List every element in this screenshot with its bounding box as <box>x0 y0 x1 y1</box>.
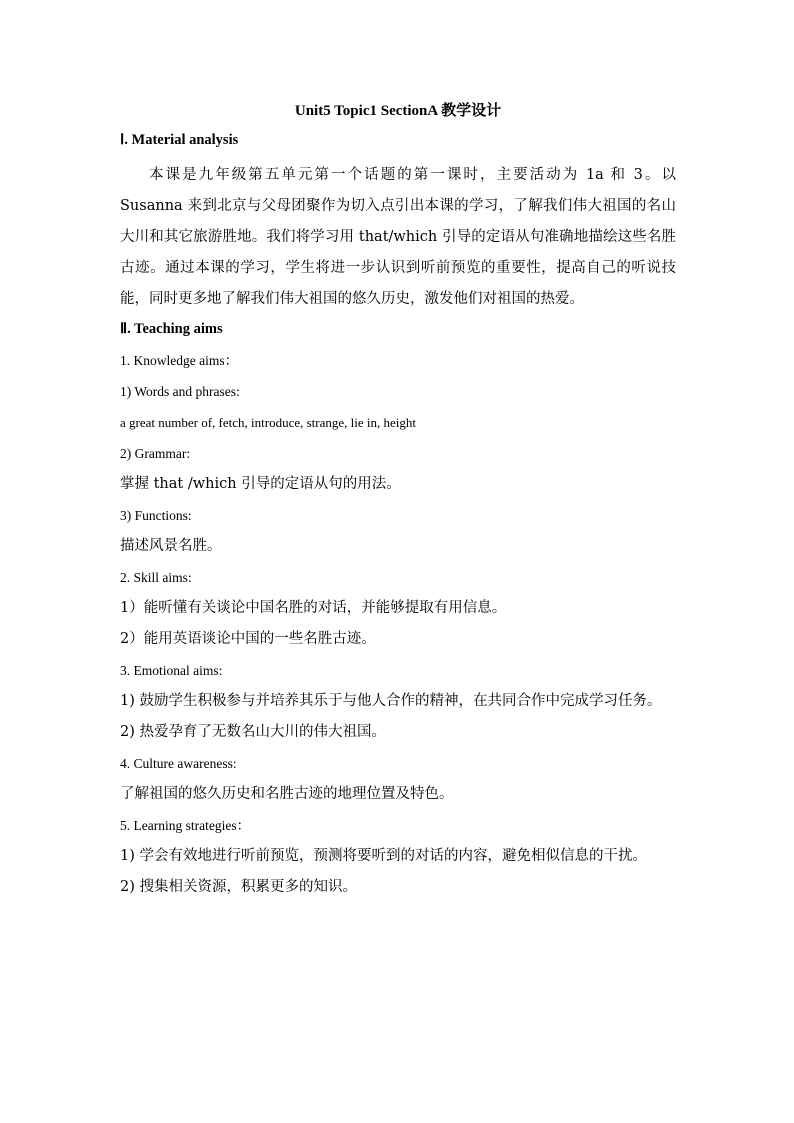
words-phrases-label: 1) Words and phrases: <box>120 384 240 399</box>
emotional-aim-item: 2) 热爱孕育了无数名山大川的伟大祖国。 <box>120 724 386 740</box>
document-title: Unit5 Topic1 SectionA 教学设计 <box>294 103 502 119</box>
functions-label: 3) Functions: <box>120 508 192 523</box>
skill-aims-label: 2. Skill aims: <box>120 570 192 585</box>
culture-awareness-text: 了解祖国的悠久历史和名胜古迹的地理位置及特色。 <box>120 786 454 802</box>
grammar-label: 2) Grammar: <box>120 446 191 461</box>
functions-text: 描述风景名胜。 <box>120 538 222 554</box>
section-heading-material: Ⅰ. Material analysis <box>120 132 239 148</box>
skill-aim-item: 2）能用英语谈论中国的一些名胜古迹。 <box>120 631 376 647</box>
skill-aim-item: 1）能听懂有关谈论中国名胜的对话，并能够提取有用信息。 <box>120 600 507 616</box>
learning-strategy-item: 1) 学会有效地进行听前预览，预测将要听到的对话的内容，避免相似信息的干扰。 <box>120 848 647 864</box>
knowledge-aims-label: 1. Knowledge aims： <box>120 353 239 368</box>
culture-awareness-label: 4. Culture awareness: <box>120 756 237 771</box>
words-list: a great number of, fetch, introduce, strange, lie in, height <box>120 415 417 430</box>
grammar-text: 掌握 that /which 引导的定语从句的用法。 <box>120 476 401 492</box>
learning-strategy-item: 2) 搜集相关资源，积累更多的知识。 <box>120 879 357 895</box>
learning-strategies-label: 5. Learning strategies： <box>120 818 251 833</box>
section-heading-aims: Ⅱ. Teaching aims <box>120 321 223 337</box>
emotional-aims-label: 3. Emotional aims: <box>120 663 223 678</box>
emotional-aim-item: 1) 鼓励学生积极参与并培养其乐于与他人合作的精神，在共同合作中完成学习任务。 <box>120 693 662 709</box>
document-body <box>120 100 676 903</box>
material-paragraph: 本课是九年级第五单元第一个话题的第一课时，主要活动为 1a 和 3。以 Susanna 来到北京与父母团聚作为切入点引出本课的学习，了解我们伟大祖国的名山大川和其它旅游胜地。我们将学习用 that/which 引导的定语从句准确地描绘这些名胜古迹。通过本课的学习，学生将进一步认识到听前预览的重要性，提高自己的听说技能，同时更多地了解我们伟大祖国的悠久历史，激发他们对祖国的热爱。 <box>120 167 676 307</box>
